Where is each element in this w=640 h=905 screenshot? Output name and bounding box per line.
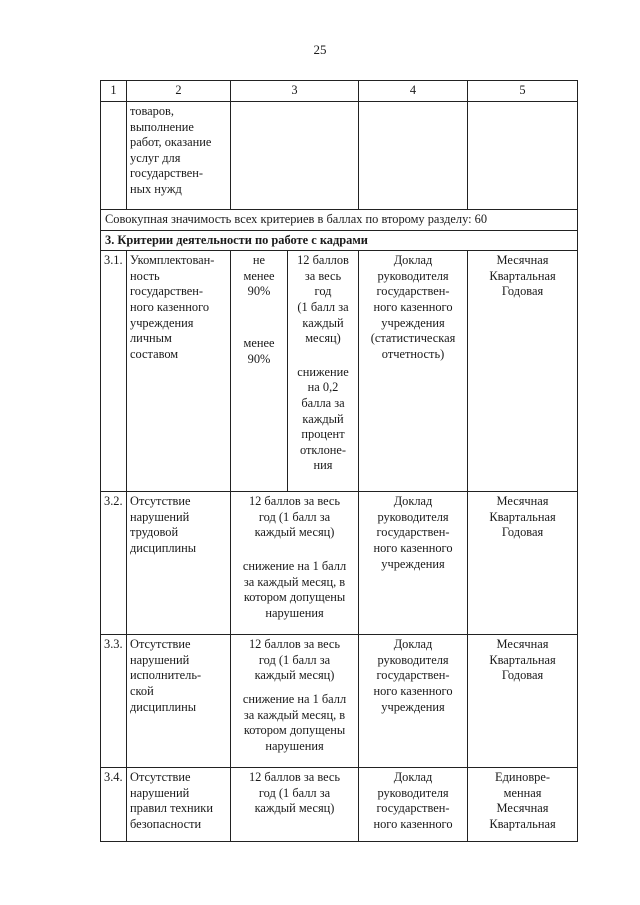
score-text: снижение на 1 балл за каждый месяц, в котором допущены нарушения [242, 691, 347, 753]
table-cell [101, 102, 127, 210]
table-cell [468, 102, 578, 210]
table-row [101, 635, 578, 768]
source-cell [359, 492, 468, 635]
header-cell: 2 [127, 81, 231, 102]
criterion-name: Укомплектован- ность государствен- ного казенного учреждения личным составом [130, 253, 215, 361]
period-text: Месячная Квартальная Годовая [489, 494, 556, 540]
source-text: Доклад руководителя государствен- ного казенного учреждения [373, 637, 453, 714]
period-text: Единовре- менная Месячная Квартальная [489, 770, 556, 831]
table-cell [359, 102, 468, 210]
period-text: Месячная Квартальная Годовая [489, 253, 556, 299]
total-score-text: Совокупная значимость всех критериев в баллах по второму разделу: 60 [101, 210, 578, 231]
score-text: 12 баллов за весь год (1 балл за каждый месяц) [248, 637, 341, 683]
criterion-name: Отсутствие нарушений правил техники безопасности [130, 770, 213, 831]
table-cell [231, 102, 359, 210]
header-cell: 4 [359, 81, 468, 102]
score-text: 12 баллов за весь год (1 балл за каждый месяц) [248, 770, 341, 816]
row-number: 3.1. [101, 251, 127, 492]
criterion-name-cell [127, 635, 231, 768]
condition-cell [231, 251, 288, 492]
condition-text: не менее 90% [243, 253, 275, 299]
table-cell [127, 102, 231, 210]
table-row [101, 251, 578, 492]
header-cell: 5 [468, 81, 578, 102]
criterion-name-cell [127, 492, 231, 635]
source-text: Доклад руководителя государствен- ного казенного учреждения (статистическая отчетность) [370, 253, 456, 361]
row-number: 3.3. [101, 635, 127, 768]
criterion-name: товаров, выполнение работ, оказание услуг для государствен- ных нужд [130, 104, 212, 196]
table-row [101, 492, 578, 635]
table-header-row [101, 81, 578, 102]
score-text: снижение на 1 балл за каждый месяц, в котором допущены нарушения [242, 558, 347, 620]
score-text: 12 баллов за весь год (1 балл за каждый месяц) [248, 494, 341, 540]
period-cell [468, 251, 578, 492]
table-row-section [101, 230, 578, 251]
source-cell [359, 768, 468, 842]
score-cell [231, 768, 359, 842]
score-cell [231, 492, 359, 635]
score-text: снижение на 0,2 балла за каждый процент отклоне- ния [297, 364, 349, 473]
criterion-name: Отсутствие нарушений исполнитель- ской дисциплины [130, 637, 202, 714]
condition-text: менее 90% [243, 335, 275, 366]
period-cell [468, 492, 578, 635]
period-cell [468, 768, 578, 842]
table-row-total [101, 210, 578, 231]
period-text: Месячная Квартальная Годовая [489, 637, 556, 683]
period-cell [468, 635, 578, 768]
source-text: Доклад руководителя государствен- ного казенного учреждения [373, 494, 453, 571]
source-cell [359, 251, 468, 492]
page-number: 25 [313, 42, 327, 57]
header-cell: 1 [101, 81, 127, 102]
source-text: Доклад руководителя государствен- ного казенного [373, 770, 453, 831]
table-row [101, 768, 578, 842]
criterion-name: Отсутствие нарушений трудовой дисциплины [130, 494, 197, 555]
score-cell [288, 251, 359, 492]
row-number: 3.2. [101, 492, 127, 635]
row-number: 3.4. [101, 768, 127, 842]
score-cell [231, 635, 359, 768]
criterion-name-cell [127, 768, 231, 842]
section-title: 3. Критерии деятельности по работе с кадрами [101, 230, 578, 251]
score-text: 12 баллов за весь год (1 балл за каждый месяц) [297, 253, 349, 346]
source-cell [359, 635, 468, 768]
header-cell: 3 [231, 81, 359, 102]
criteria-table [100, 80, 578, 842]
table-row-continuation [101, 102, 578, 210]
criterion-name-cell [127, 251, 231, 492]
